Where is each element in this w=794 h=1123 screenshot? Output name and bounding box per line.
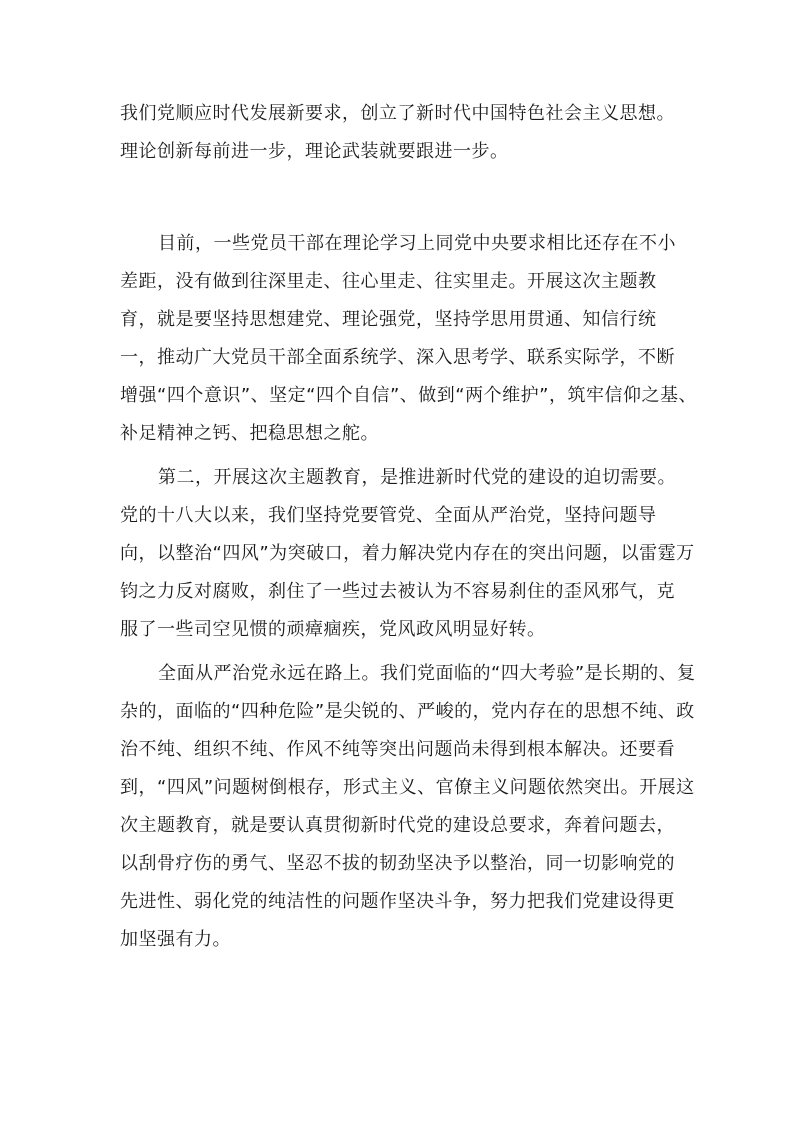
text-line: 加坚强有力。 <box>120 929 231 950</box>
paragraph-2 <box>120 225 697 453</box>
paragraph-1 <box>120 95 680 171</box>
text-line: 先进性、弱化党的纯洁性的问题作坚决斗争，努力把我们党建设得更 <box>120 891 675 912</box>
text-line: 钧之力反对腐败，刹住了一些过去被认为不容易刹住的歪风邪气，克 <box>120 581 675 602</box>
text-line: 补足精神之钙、把稳思想之舵。 <box>120 423 379 444</box>
text-line: 目前，一些党员干部在理论学习上同党中央要求相比还存在不小 <box>158 233 676 254</box>
text-line: 增强“四个意识”、坚定“四个自信”、做到“两个维护”，筑牢信仰之基、 <box>120 385 697 406</box>
text-line: 服了一些司空见惯的顽瘴痼疾，党风政风明显好转。 <box>120 619 546 640</box>
text-line: 杂的，面临的“四种危险”是尖锐的、严峻的，党内存在的思想不纯、政 <box>120 701 695 722</box>
text-line: 育，就是要坚持思想建党、理论强党，坚持学思用贯通、知信行统 <box>120 309 657 330</box>
text-line: 我们党顺应时代发展新要求，创立了新时代中国特色社会主义思想。 <box>120 103 675 124</box>
text-line: 治不纯、组织不纯、作风不纯等突出问题尚未得到根本解决。还要看 <box>120 739 675 760</box>
text-line: 第二，开展这次主题教育，是推进新时代党的建设的迫切需要。 <box>158 467 676 488</box>
text-line: 全面从严治党永远在路上。我们党面临的“四大考验”是长期的、复 <box>158 663 696 684</box>
text-line: 党的十八大以来，我们坚持党要管党、全面从严治党，坚持问题导 <box>120 505 657 526</box>
paragraph-4 <box>120 655 696 959</box>
paragraph-3 <box>120 459 695 649</box>
text-line: 差距，没有做到往深里走、往心里走、往实里走。开展这次主题教 <box>120 271 657 292</box>
text-line: 一，推动广大党员干部全面系统学、深入思考学、联系实际学，不断 <box>120 347 675 368</box>
text-line: 向，以整治“四风”为突破口，着力解决党内存在的突出问题，以雷霆万 <box>120 543 695 564</box>
text-line: 理论创新每前进一步，理论武装就要跟进一步。 <box>120 141 509 162</box>
text-line: 次主题教育，就是要认真贯彻新时代党的建设总要求，奔着问题去， <box>120 815 675 836</box>
text-line: 以刮骨疗伤的勇气、坚忍不拔的韧劲坚决予以整治，同一切影响党的 <box>120 853 675 874</box>
text-line: 到，“四风”问题树倒根存，形式主义、官僚主义问题依然突出。开展这 <box>120 777 695 798</box>
